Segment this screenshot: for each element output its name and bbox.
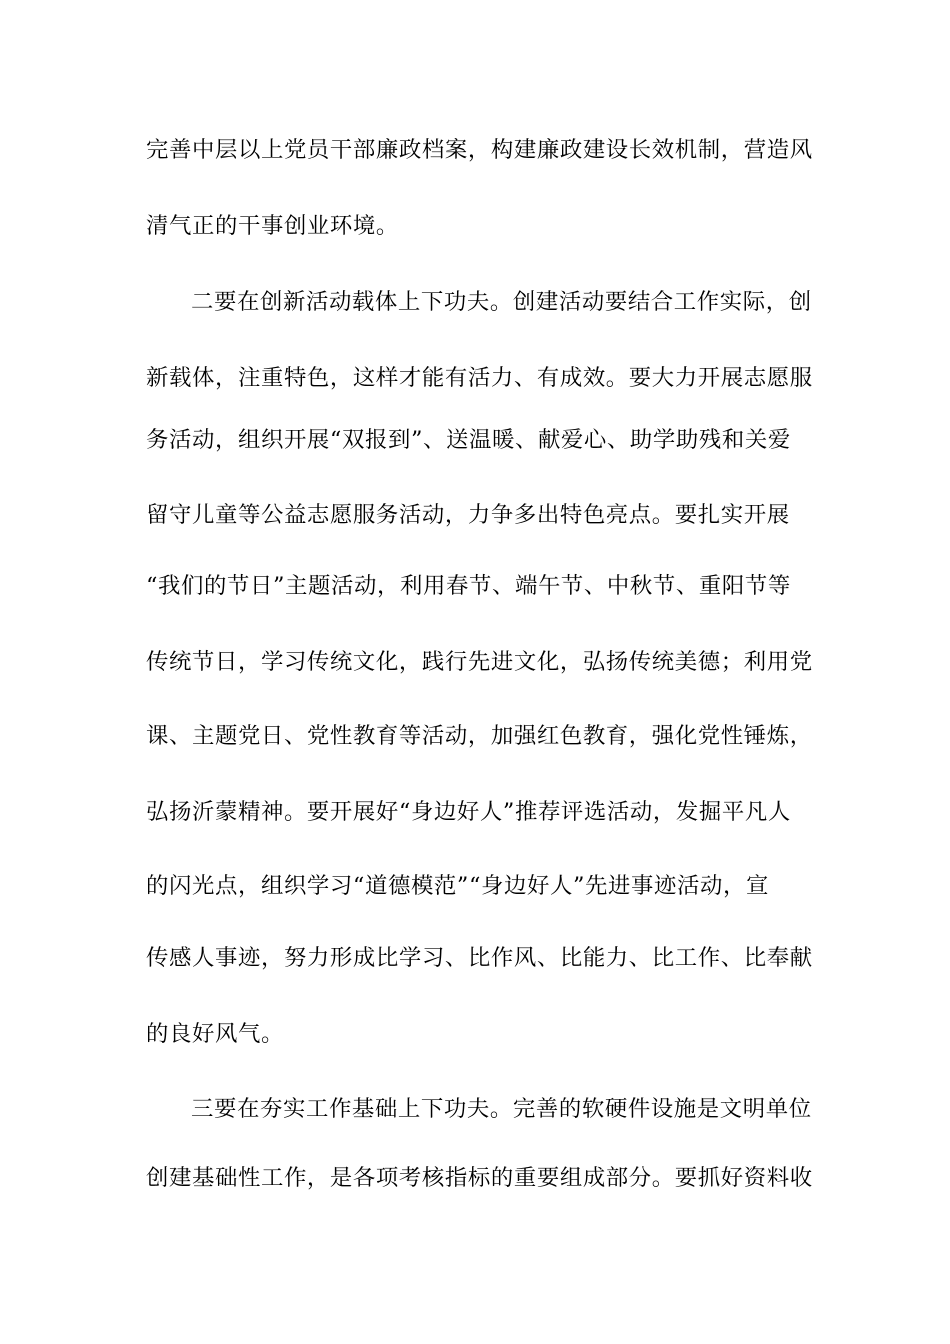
text-line: 课、主题党日、党性教育等活动，加强红色教育，强化党性锤炼， (146, 723, 813, 749)
text-line: 留守儿童等公益志愿服务活动，力争多出特色亮点。要扎实开展 (146, 502, 790, 528)
paragraph-start-line: 三要在夯实工作基础上下功夫。完善的软硬件设施是文明单位 (191, 1096, 812, 1122)
text-line: 传感人事迹，努力形成比学习、比作风、比能力、比工作、比奉献 (146, 945, 813, 971)
paragraph-start-line: 二要在创新活动载体上下功夫。创建活动要结合工作实际，创 (191, 289, 812, 315)
text-line: “我们的节日”主题活动，利用春节、端午节、中秋节、重阳节等 (146, 573, 791, 599)
text-line: 的闪光点，组织学习“道德模范”“身边好人”先进事迹活动，宣 (146, 873, 769, 899)
text-line: 弘扬沂蒙精神。要开展好“身边好人”推荐评选活动，发掘平凡人 (146, 799, 791, 825)
text-line: 传统节日，学习传统文化，践行先进文化，弘扬传统美德；利用党 (146, 649, 813, 675)
text-line: 的良好风气。 (146, 1021, 284, 1047)
text-line: 创建基础性工作，是各项考核指标的重要组成部分。要抓好资料收 (146, 1165, 813, 1191)
text-line: 清气正的干事创业环境。 (146, 213, 399, 239)
text-line: 务活动，组织开展“双报到”、送温暖、献爱心、助学助残和关爱 (146, 427, 791, 453)
text-line: 完善中层以上党员干部廉政档案，构建廉政建设长效机制，营造风 (146, 137, 813, 163)
text-line: 新载体，注重特色，这样才能有活力、有成效。要大力开展志愿服 (146, 365, 813, 391)
